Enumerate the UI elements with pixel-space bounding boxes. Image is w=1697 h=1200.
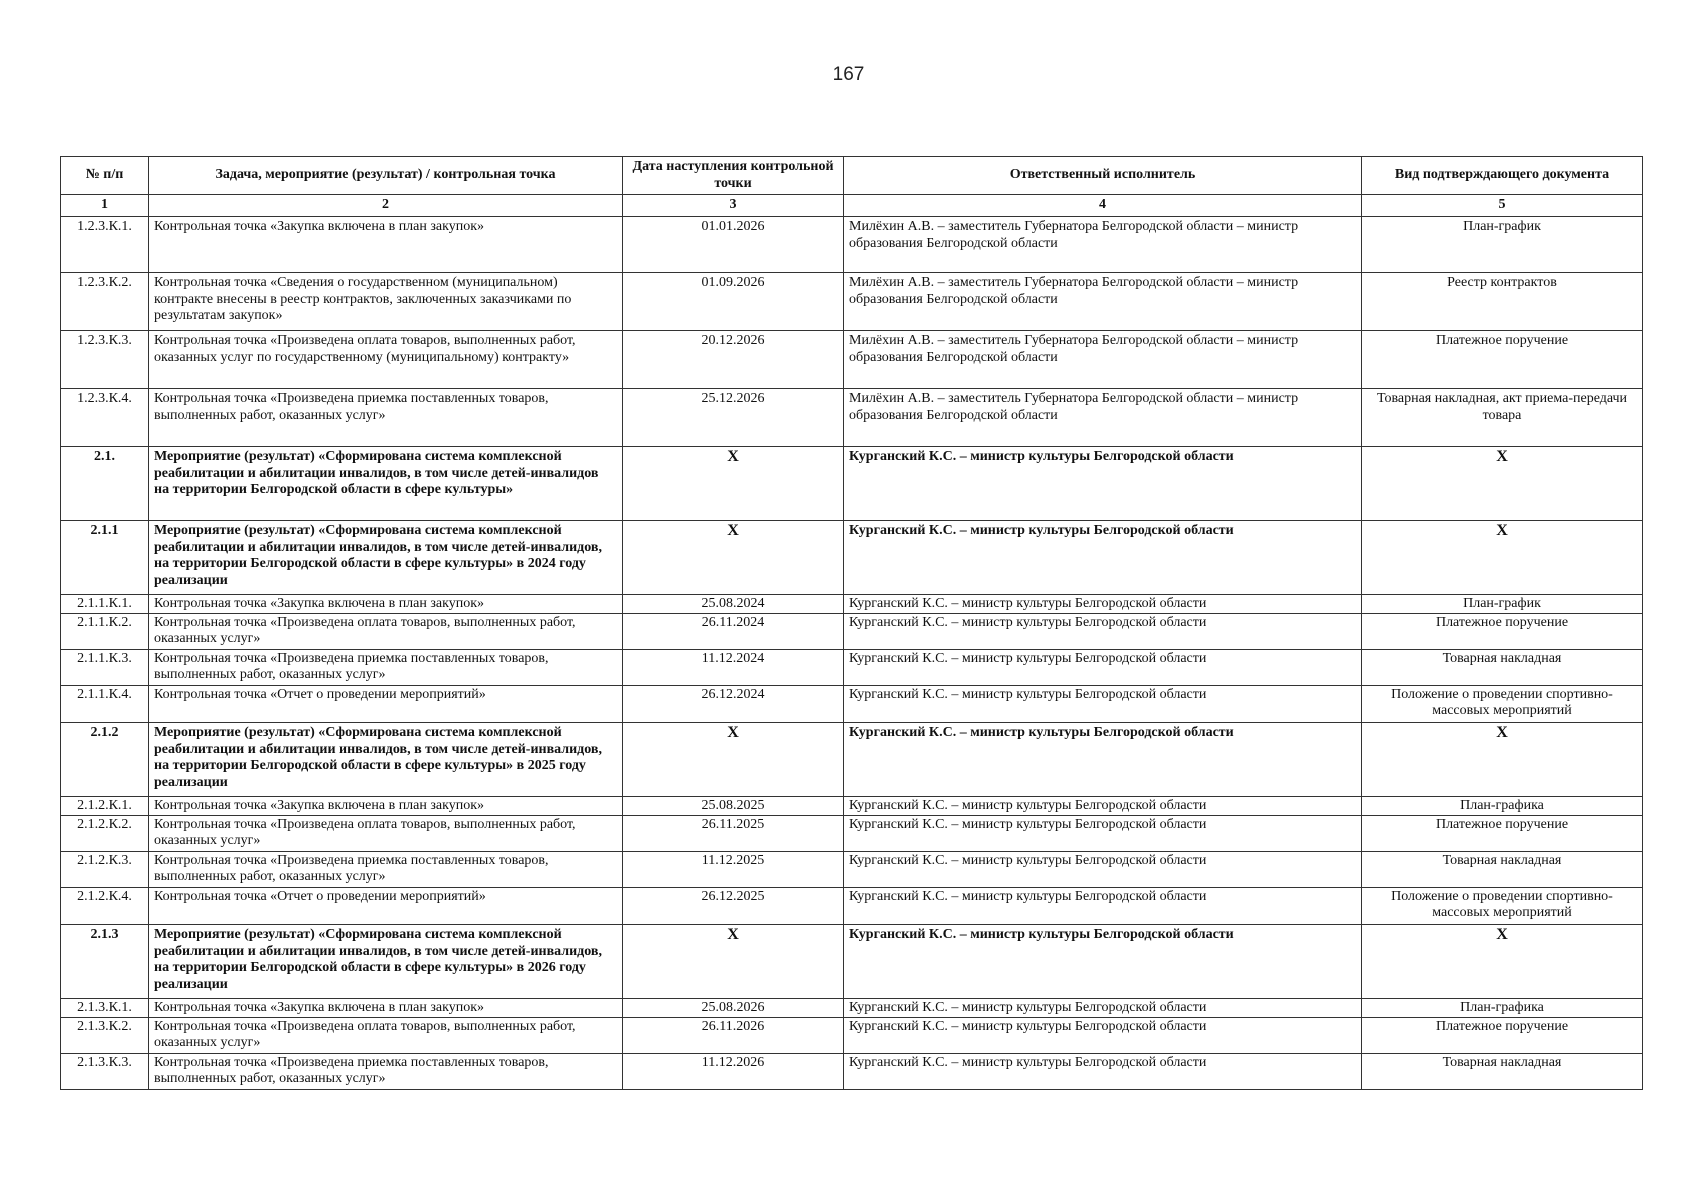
table-row bbox=[61, 816, 1643, 852]
table-row bbox=[61, 925, 1643, 999]
row-document: Товарная накладная bbox=[1362, 1054, 1643, 1090]
row-date: 26.11.2024 bbox=[623, 614, 844, 650]
row-date: Х bbox=[623, 447, 844, 521]
row-document: Х bbox=[1362, 925, 1643, 999]
table-row bbox=[61, 521, 1643, 595]
row-date: 11.12.2025 bbox=[623, 852, 844, 888]
table-row bbox=[61, 331, 1643, 389]
row-date: 25.08.2025 bbox=[623, 797, 844, 816]
row-date: 26.12.2024 bbox=[623, 686, 844, 723]
row-document: Х bbox=[1362, 723, 1643, 797]
row-number: 2.1.3.К.1. bbox=[61, 999, 149, 1018]
table-row bbox=[61, 447, 1643, 521]
column-number: 5 bbox=[1362, 195, 1643, 217]
row-number: 2.1.2 bbox=[61, 723, 149, 797]
row-number: 2.1.1.К.4. bbox=[61, 686, 149, 723]
row-number: 2.1.1 bbox=[61, 521, 149, 595]
row-number: 2.1.3 bbox=[61, 925, 149, 999]
row-task: Мероприятие (результат) «Сформирована система комплексной реабилитации и абилитации инвалидов, в том числе детей-инвалидов на территории Белгородской области в сфере культуры» bbox=[149, 447, 623, 521]
row-date: 26.12.2025 bbox=[623, 888, 844, 925]
row-date: Х bbox=[623, 521, 844, 595]
header-doc-type: Вид подтверждающего документа bbox=[1362, 157, 1643, 195]
row-task: Контрольная точка «Произведена оплата товаров, выполненных работ, оказанных услуг по государственному (муниципальному) контракту» bbox=[149, 331, 623, 389]
row-document: Х bbox=[1362, 521, 1643, 595]
table-row bbox=[61, 797, 1643, 816]
control-points-table bbox=[60, 156, 1643, 1090]
row-document: Положение о проведении спортивно-массовых мероприятий bbox=[1362, 686, 1643, 723]
table-row bbox=[61, 999, 1643, 1018]
row-number: 2.1.2.К.1. bbox=[61, 797, 149, 816]
row-number: 2.1.3.К.2. bbox=[61, 1018, 149, 1054]
row-responsible: Милёхин А.В. – заместитель Губернатора Белгородской области – министр образования Белгородской области bbox=[844, 273, 1362, 331]
column-number: 2 bbox=[149, 195, 623, 217]
table-row bbox=[61, 614, 1643, 650]
row-document: Товарная накладная bbox=[1362, 650, 1643, 686]
row-document: Платежное поручение bbox=[1362, 816, 1643, 852]
header-num: № п/п bbox=[61, 157, 149, 195]
column-number: 3 bbox=[623, 195, 844, 217]
row-task: Контрольная точка «Произведена оплата товаров, выполненных работ, оказанных услуг» bbox=[149, 816, 623, 852]
row-responsible: Курганский К.С. – министр культуры Белгородской области bbox=[844, 650, 1362, 686]
table-row bbox=[61, 723, 1643, 797]
row-date: 01.09.2026 bbox=[623, 273, 844, 331]
table-row bbox=[61, 650, 1643, 686]
row-date: 20.12.2026 bbox=[623, 331, 844, 389]
row-responsible: Курганский К.С. – министр культуры Белгородской области bbox=[844, 447, 1362, 521]
row-document: Товарная накладная bbox=[1362, 852, 1643, 888]
row-document: Платежное поручение bbox=[1362, 614, 1643, 650]
row-number: 1.2.3.К.3. bbox=[61, 331, 149, 389]
row-number: 2.1.1.К.1. bbox=[61, 595, 149, 614]
row-task: Контрольная точка «Закупка включена в план закупок» bbox=[149, 217, 623, 273]
row-task: Контрольная точка «Закупка включена в план закупок» bbox=[149, 999, 623, 1018]
row-task: Мероприятие (результат) «Сформирована система комплексной реабилитации и абилитации инвалидов, в том числе детей-инвалидов, на территории Белгородской области в сфере культуры» в 2024 году реализации bbox=[149, 521, 623, 595]
table-row bbox=[61, 888, 1643, 925]
row-responsible: Курганский К.С. – министр культуры Белгородской области bbox=[844, 999, 1362, 1018]
row-responsible: Курганский К.С. – министр культуры Белгородской области bbox=[844, 852, 1362, 888]
row-number: 2.1.2.К.2. bbox=[61, 816, 149, 852]
row-responsible: Милёхин А.В. – заместитель Губернатора Белгородской области – министр образования Белгородской области bbox=[844, 331, 1362, 389]
row-document: План-график bbox=[1362, 217, 1643, 273]
header-date: Дата наступления контрольной точки bbox=[623, 157, 844, 195]
row-responsible: Милёхин А.В. – заместитель Губернатора Белгородской области – министр образования Белгородской области bbox=[844, 389, 1362, 447]
row-document: Платежное поручение bbox=[1362, 1018, 1643, 1054]
row-document: План-графика bbox=[1362, 999, 1643, 1018]
row-number: 1.2.3.К.1. bbox=[61, 217, 149, 273]
row-task: Контрольная точка «Произведена приемка поставленных товаров, выполненных работ, оказанных услуг» bbox=[149, 389, 623, 447]
row-task: Контрольная точка «Закупка включена в план закупок» bbox=[149, 595, 623, 614]
row-task: Контрольная точка «Сведения о государственном (муниципальном) контракте внесены в реестр контрактов, заключенных заказчиками по результатам закупок» bbox=[149, 273, 623, 331]
row-task: Мероприятие (результат) «Сформирована система комплексной реабилитации и абилитации инвалидов, в том числе детей-инвалидов, на территории Белгородской области в сфере культуры» в 2026 году реализации bbox=[149, 925, 623, 999]
row-responsible: Курганский К.С. – министр культуры Белгородской области bbox=[844, 723, 1362, 797]
row-date: 01.01.2026 bbox=[623, 217, 844, 273]
table-row bbox=[61, 686, 1643, 723]
row-number: 2.1.3.К.3. bbox=[61, 1054, 149, 1090]
row-number: 2.1. bbox=[61, 447, 149, 521]
row-document: Х bbox=[1362, 447, 1643, 521]
row-responsible: Курганский К.С. – министр культуры Белгородской области bbox=[844, 1018, 1362, 1054]
row-task: Мероприятие (результат) «Сформирована система комплексной реабилитации и абилитации инвалидов, в том числе детей-инвалидов, на территории Белгородской области в сфере культуры» в 2025 году реализации bbox=[149, 723, 623, 797]
table-row bbox=[61, 852, 1643, 888]
table-row bbox=[61, 1018, 1643, 1054]
row-responsible: Милёхин А.В. – заместитель Губернатора Белгородской области – министр образования Белгородской области bbox=[844, 217, 1362, 273]
row-task: Контрольная точка «Произведена приемка поставленных товаров, выполненных работ, оказанных услуг» bbox=[149, 1054, 623, 1090]
table-row bbox=[61, 217, 1643, 273]
row-document: План-график bbox=[1362, 595, 1643, 614]
table-row bbox=[61, 1054, 1643, 1090]
row-task: Контрольная точка «Отчет о проведении мероприятий» bbox=[149, 888, 623, 925]
row-responsible: Курганский К.С. – министр культуры Белгородской области bbox=[844, 595, 1362, 614]
row-responsible: Курганский К.С. – министр культуры Белгородской области bbox=[844, 797, 1362, 816]
row-date: 26.11.2025 bbox=[623, 816, 844, 852]
table-row bbox=[61, 389, 1643, 447]
row-document: План-графика bbox=[1362, 797, 1643, 816]
row-document: Положение о проведении спортивно-массовых мероприятий bbox=[1362, 888, 1643, 925]
row-date: 11.12.2024 bbox=[623, 650, 844, 686]
row-number: 2.1.1.К.2. bbox=[61, 614, 149, 650]
row-responsible: Курганский К.С. – министр культуры Белгородской области bbox=[844, 888, 1362, 925]
row-number: 2.1.2.К.3. bbox=[61, 852, 149, 888]
row-date: Х bbox=[623, 925, 844, 999]
row-task: Контрольная точка «Произведена оплата товаров, выполненных работ, оказанных услуг» bbox=[149, 1018, 623, 1054]
row-responsible: Курганский К.С. – министр культуры Белгородской области bbox=[844, 686, 1362, 723]
header-task: Задача, мероприятие (результат) / контрольная точка bbox=[149, 157, 623, 195]
table-row bbox=[61, 595, 1643, 614]
row-date: 11.12.2026 bbox=[623, 1054, 844, 1090]
row-responsible: Курганский К.С. – министр культуры Белгородской области bbox=[844, 1054, 1362, 1090]
row-responsible: Курганский К.С. – министр культуры Белгородской области bbox=[844, 816, 1362, 852]
row-responsible: Курганский К.С. – министр культуры Белгородской области bbox=[844, 614, 1362, 650]
row-document: Реестр контрактов bbox=[1362, 273, 1643, 331]
row-number: 2.1.1.К.3. bbox=[61, 650, 149, 686]
row-date: 25.12.2026 bbox=[623, 389, 844, 447]
row-document: Платежное поручение bbox=[1362, 331, 1643, 389]
row-number: 2.1.2.К.4. bbox=[61, 888, 149, 925]
row-task: Контрольная точка «Произведена оплата товаров, выполненных работ, оказанных услуг» bbox=[149, 614, 623, 650]
row-number: 1.2.3.К.2. bbox=[61, 273, 149, 331]
row-date: 25.08.2024 bbox=[623, 595, 844, 614]
row-responsible: Курганский К.С. – министр культуры Белгородской области bbox=[844, 521, 1362, 595]
row-task: Контрольная точка «Отчет о проведении мероприятий» bbox=[149, 686, 623, 723]
row-task: Контрольная точка «Закупка включена в план закупок» bbox=[149, 797, 623, 816]
table-row bbox=[61, 273, 1643, 331]
row-task: Контрольная точка «Произведена приемка поставленных товаров, выполненных работ, оказанных услуг» bbox=[149, 852, 623, 888]
row-date: Х bbox=[623, 723, 844, 797]
header-responsible: Ответственный исполнитель bbox=[844, 157, 1362, 195]
row-date: 25.08.2026 bbox=[623, 999, 844, 1018]
row-date: 26.11.2026 bbox=[623, 1018, 844, 1054]
row-task: Контрольная точка «Произведена приемка поставленных товаров, выполненных работ, оказанных услуг» bbox=[149, 650, 623, 686]
column-number: 4 bbox=[844, 195, 1362, 217]
row-responsible: Курганский К.С. – министр культуры Белгородской области bbox=[844, 925, 1362, 999]
header-row bbox=[61, 157, 1643, 195]
column-number-row bbox=[61, 195, 1643, 217]
row-number: 1.2.3.К.4. bbox=[61, 389, 149, 447]
page-number: 167 bbox=[832, 64, 865, 85]
row-document: Товарная накладная, акт приема-передачи товара bbox=[1362, 389, 1643, 447]
column-number: 1 bbox=[61, 195, 149, 217]
